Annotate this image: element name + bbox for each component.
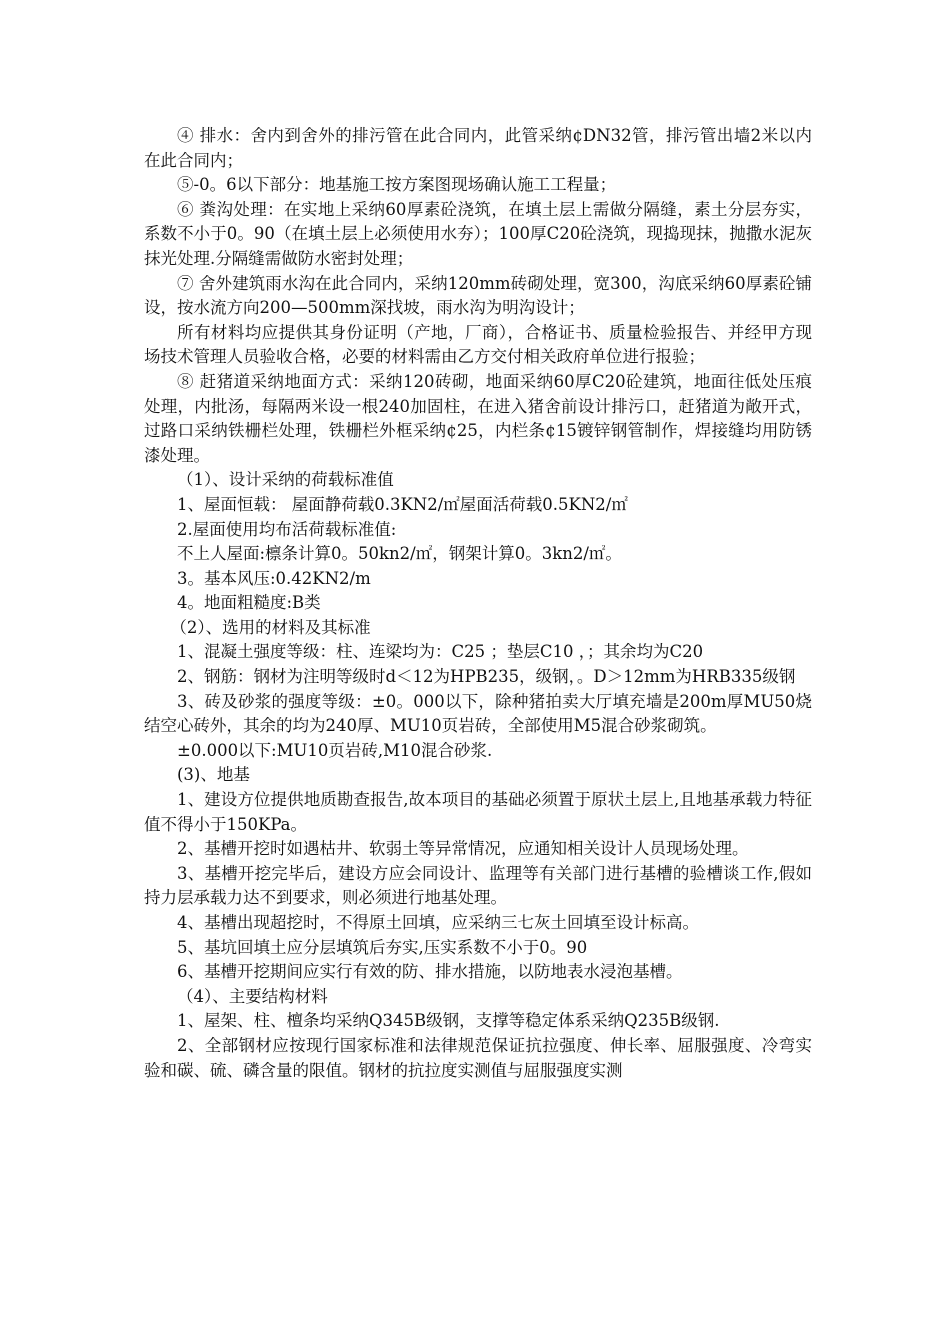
paragraph: 1、屋架、柱、檀条均采纳Q345B级钢，支撑等稳定体系采纳Q235B级钢. bbox=[177, 1011, 720, 1031]
paragraph: ⑤-0。6以下部分：地基施工按方案图现场确认施工工程量； bbox=[177, 175, 617, 195]
paragraph: 1、建设方位提供地质勘查报告,故本项目的基础必须置于原状土层上,且地基承载力特征值不得小于150KPa。 bbox=[144, 790, 812, 834]
paragraph: 2、基槽开挖时如遇枯井、软弱土等异常情况，应通知相关设计人员现场处理。 bbox=[177, 839, 749, 859]
paragraph: ⑦ 舍外建筑雨水沟在此合同内，采纳120mm砖砌处理，宽300，沟底采纳60厚素砼铺设，按水流方向200—500mm深找坡，雨水沟为明沟设计； bbox=[144, 273, 812, 318]
paragraph: 3、砖及砂浆的强度等级：±0。000以下，除种猪拍卖大厅填充墙是200m厚MU50烧结空心砖外，其余的均为240厚、MU10页岩砖，全部使用M5混合砂浆砌筑。 bbox=[144, 691, 812, 736]
paragraph: 3。基本风压:0.42KN2/m bbox=[177, 568, 371, 588]
paragraph: 2、钢筋：钢材为注明等级时d＜12为HPB235，级钢，。D＞12mm为HRB335级钢 bbox=[177, 667, 796, 687]
document-body bbox=[144, 124, 812, 1083]
paragraph: 2.屋面使用均布活荷载标准值: bbox=[177, 519, 397, 539]
paragraph: （1）、设计采纳的荷载标准值 bbox=[177, 470, 394, 490]
paragraph: 不上人屋面:檩条计算0。50kn2/㎡，钢架计算0。3kn2/㎡。 bbox=[177, 544, 622, 564]
paragraph: 6、基槽开挖期间应实行有效的防、排水措施，以防地表水浸泡基槽。 bbox=[177, 962, 683, 982]
paragraph: 5、基坑回填土应分层填筑后夯实,压实系数不小于0。90 bbox=[177, 937, 588, 957]
paragraph: ±0.000以下:MU10页岩砖,M10混合砂浆. bbox=[177, 740, 493, 760]
paragraph: 3、基槽开挖完毕后，建设方应会同设计、监理等有关部门进行基槽的验槽谈工作,假如持力层承载力达不到要求，则必须进行地基处理。 bbox=[144, 863, 812, 908]
paragraph: 4。地面粗糙度:B类 bbox=[177, 593, 321, 613]
paragraph: 1、屋面恒载： 屋面静荷载0.3KN2/㎡屋面活荷载0.5KN2/㎡ bbox=[177, 494, 628, 514]
paragraph: 1、混凝土强度等级：柱、连梁均为：C25 ；垫层C10 ，；其余均为C20 bbox=[177, 642, 704, 662]
paragraph: 所有材料均应提供其身份证明（产地，厂商），合格证书、质量检验报告、并经甲方现场技术管理人员验收合格，必要的材料需由乙方交付相关政府单位进行报验； bbox=[144, 322, 812, 367]
paragraph: ④ 排水：舍内到舍外的排污管在此合同内，此管采纳¢DN32管，排污管出墙2米以内在此合同内； bbox=[144, 126, 812, 170]
paragraph: ⑧ 赶猪道采纳地面方式：采纳120砖砌，地面采纳60厚C20砼建筑，地面往低处压痕处理，内批汤，每隔两米设一根240加固柱，在进入猪舍前设计排污口，赶猪道为敞开式，过路口采纳铁栅栏处理，铁栅栏外框采纳¢25，内栏条¢15镀锌钢管制作，焊接缝均用防锈漆处理。 bbox=[144, 371, 812, 465]
paragraph: (3)、地基 bbox=[177, 765, 250, 785]
paragraph: （2）、选用的材料及其标准 bbox=[170, 617, 371, 637]
paragraph: （4）、主要结构材料 bbox=[177, 986, 328, 1006]
paragraph: ⑥ 粪沟处理：在实地上采纳60厚素砼浇筑，在填土层上需做分隔缝，素土分层夯实，系数不小于0。90（在填土层上必须使用水夯）；100厚C20砼浇筑，现捣现抹，抛撒水泥灰抹光处理.分隔缝需做防水密封处理； bbox=[144, 199, 812, 268]
paragraph: 2、全部钢材应按现行国家标准和法律规范保证抗拉强度、伸长率、屈服强度、冷弯实验和碳、硫、磷含量的限值。钢材的抗拉度实测值与屈服强度实测 bbox=[144, 1035, 812, 1080]
paragraph: 4、基槽出现超挖时，不得原土回填，应采纳三七灰土回填至设计标高。 bbox=[177, 913, 699, 932]
